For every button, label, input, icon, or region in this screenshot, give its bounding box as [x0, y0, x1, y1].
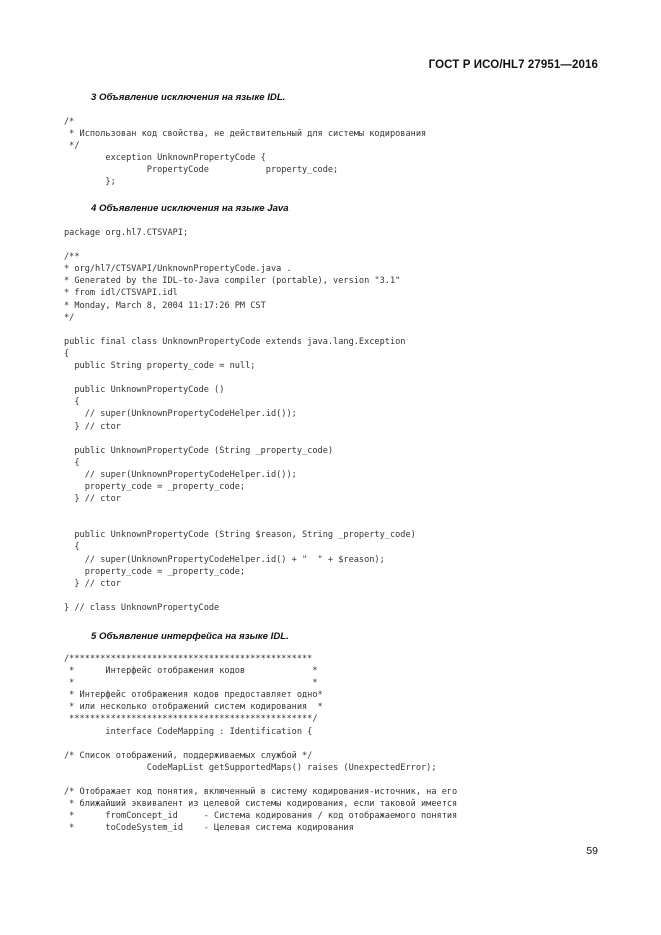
code-line: // super(UnknownPropertyCodeHelper.id()); — [64, 469, 297, 480]
code-line: { — [64, 457, 80, 468]
code-line: public UnknownPropertyCode (String _property_code) — [64, 445, 334, 456]
code-line: CodeMapList getSupportedMaps() raises (UnexpectedError); — [64, 762, 437, 773]
code-line: * Generated by the IDL-to-Java compiler (portable), version "3.1" — [64, 276, 401, 287]
code-line — [64, 372, 416, 384]
code-line — [64, 774, 457, 786]
code-line: * Использован код свойства, не действительный для системы кодирования — [64, 129, 427, 140]
code-line: { — [64, 348, 70, 359]
code-line: * toCodeSystem_id - Целевая система кодирования — [64, 823, 354, 834]
code-line — [64, 433, 416, 445]
code-line: } // ctor — [64, 494, 121, 505]
code-line: // super(UnknownPropertyCodeHelper.id()); — [64, 409, 297, 420]
section-heading-idl-interface: 5 Объявление интерфейса на языке IDL. — [91, 631, 289, 642]
code-line: PropertyCode property_code; — [64, 165, 339, 176]
code-line: * from idl/CTSVAPI.idl — [64, 288, 178, 299]
code-line: /*********************************************** — [64, 654, 313, 664]
code-line: /** — [64, 252, 80, 263]
code-line — [64, 239, 416, 251]
code-line: * fromConcept_id - Система кодирования / код отображаемого понятия — [64, 811, 458, 822]
code-line: package org.hl7.CTSVAPI; — [64, 228, 189, 238]
code-line: exception UnknownPropertyCode { — [64, 153, 266, 164]
code-line: property_code = _property_code; — [64, 481, 246, 492]
code-line: ***********************************************/ — [64, 714, 318, 725]
page-number: 59 — [586, 845, 598, 857]
code-line — [64, 505, 416, 517]
code-line: // super(UnknownPropertyCodeHelper.id() + " " + $reason); — [64, 554, 385, 565]
code-line: * Интерфейс отображения кодов * — [64, 666, 318, 677]
code-line: property_code = _property_code; — [64, 566, 246, 577]
code-line: interface CodeMapping : Identification { — [64, 726, 313, 737]
code-line: } // ctor — [64, 578, 121, 589]
code-block-idl-exception — [64, 116, 426, 189]
code-line — [64, 590, 416, 602]
code-line: /* — [64, 117, 75, 127]
code-line: * Интерфейс отображения кодов предоставляет одно* — [64, 690, 323, 701]
code-line: /* Отображает код понятия, включенный в систему кодирования-источник, на его — [64, 787, 458, 798]
code-line — [64, 738, 457, 750]
code-line: * Monday, March 8, 2004 11:17:26 PM CST — [64, 300, 266, 311]
code-line: { — [64, 397, 80, 408]
code-line: public UnknownPropertyCode () — [64, 385, 225, 396]
code-line: */ — [64, 312, 75, 323]
code-line: public final class UnknownPropertyCode extends java.lang.Exception — [64, 336, 406, 347]
code-line: }; — [64, 177, 116, 188]
code-line: } // class UnknownPropertyCode — [64, 602, 220, 613]
code-line: */ — [64, 141, 80, 152]
code-line: { — [64, 542, 80, 553]
code-block-idl-interface — [64, 653, 457, 834]
code-line: public String property_code = null; — [64, 361, 256, 372]
running-header: ГОСТ Р ИСО/HL7 27951—2016 — [428, 59, 598, 71]
code-line: /* Список отображений, поддерживаемых службой */ — [64, 750, 313, 761]
code-line: * или несколько отображений систем кодирования * — [64, 702, 323, 713]
code-block-java-exception — [64, 227, 416, 614]
code-line — [64, 324, 416, 336]
code-line: * * — [64, 678, 318, 689]
code-line: * org/hl7/CTSVAPI/UnknownPropertyCode.java . — [64, 264, 292, 275]
code-line: * ближайший эквивалент из целевой системы кодирования, если таковой имеется — [64, 799, 458, 810]
code-line: public UnknownPropertyCode (String $reason, String _property_code) — [64, 530, 416, 541]
section-heading-java-exception: 4 Объявление исключения на языке Java — [91, 203, 289, 214]
section-heading-idl-exception: 3 Объявление исключения на языке IDL. — [91, 92, 286, 103]
code-line: } // ctor — [64, 421, 121, 432]
code-line — [64, 517, 416, 529]
